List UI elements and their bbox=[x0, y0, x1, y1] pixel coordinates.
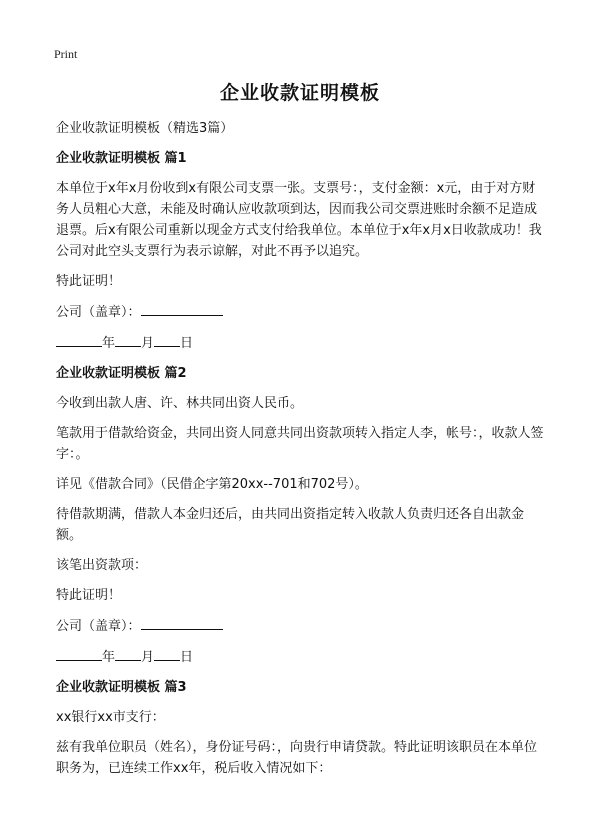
month-label: 月 bbox=[141, 650, 155, 665]
print-label: Print bbox=[54, 47, 78, 61]
page-title: 企业收款证明模板 bbox=[219, 82, 380, 104]
signature-blank bbox=[141, 615, 223, 630]
section2-para5: 该笔出资款项： bbox=[56, 558, 148, 573]
section2-para2: 笔款用于借款给资金，共同出资人同意共同出资款项转入指定人李，帐号：，收款人签字：。 bbox=[56, 426, 544, 462]
day-label: 日 bbox=[180, 336, 194, 351]
document-body bbox=[56, 118, 548, 788]
month-label: 月 bbox=[141, 336, 155, 351]
year-blank bbox=[56, 332, 102, 347]
section2-date-line bbox=[56, 646, 548, 668]
section1-para1: 本单位于x年x月份收到x有限公司支票一张。支票号：，支付金额：x元，由于对方财务人员粗心大意，未能及时确认应收款项到达，因而我公司交票进账时余额不足造成退票。后x有限公司重新以现金方式支付给我单位。本单位于x年x月x日收款成功！我公司对此空头支票行为表示谅解，对此不再予以追究。 bbox=[56, 181, 542, 259]
section3-para2: 兹有我单位职员（姓名），身份证号码：，向贵行申请贷款。特此证明该职员在本单位职务为，已连续工作xx年，税后收入情况如下： bbox=[56, 740, 538, 776]
section3-para1: xx银行xx市支行： bbox=[56, 710, 165, 725]
signature-blank bbox=[141, 301, 223, 316]
section2-para4: 待借款期满，借款人本金归还后，由共同出资指定转入收款人负责归还各自出款金额。 bbox=[56, 507, 525, 543]
section1-para2: 特此证明！ bbox=[56, 274, 122, 289]
month-blank bbox=[115, 646, 141, 661]
section2-heading: 企业收款证明模板 篇2 bbox=[56, 366, 187, 381]
section2-company-line bbox=[56, 615, 548, 637]
section3-heading: 企业收款证明模板 篇3 bbox=[56, 680, 187, 695]
section1-date-line bbox=[56, 332, 548, 354]
section2-para1: 今收到出款人唐、许、林共同出资人民币。 bbox=[56, 396, 304, 411]
year-label: 年 bbox=[102, 336, 116, 351]
day-blank bbox=[154, 332, 180, 347]
month-blank bbox=[115, 332, 141, 347]
section2-para6: 特此证明！ bbox=[56, 588, 122, 603]
company-label: 公司（盖章）： bbox=[56, 305, 141, 320]
section2-para3: 详见《借款合同》（民借企字第20xx--701和702号）。 bbox=[56, 477, 368, 492]
day-blank bbox=[154, 646, 180, 661]
year-label: 年 bbox=[102, 650, 116, 665]
intro-text: 企业收款证明模板（精选3篇） bbox=[56, 121, 234, 136]
section1-heading: 企业收款证明模板 篇1 bbox=[56, 151, 187, 166]
year-blank bbox=[56, 646, 102, 661]
day-label: 日 bbox=[180, 650, 194, 665]
section1-company-line bbox=[56, 301, 548, 323]
company-label: 公司（盖章）： bbox=[56, 619, 141, 634]
